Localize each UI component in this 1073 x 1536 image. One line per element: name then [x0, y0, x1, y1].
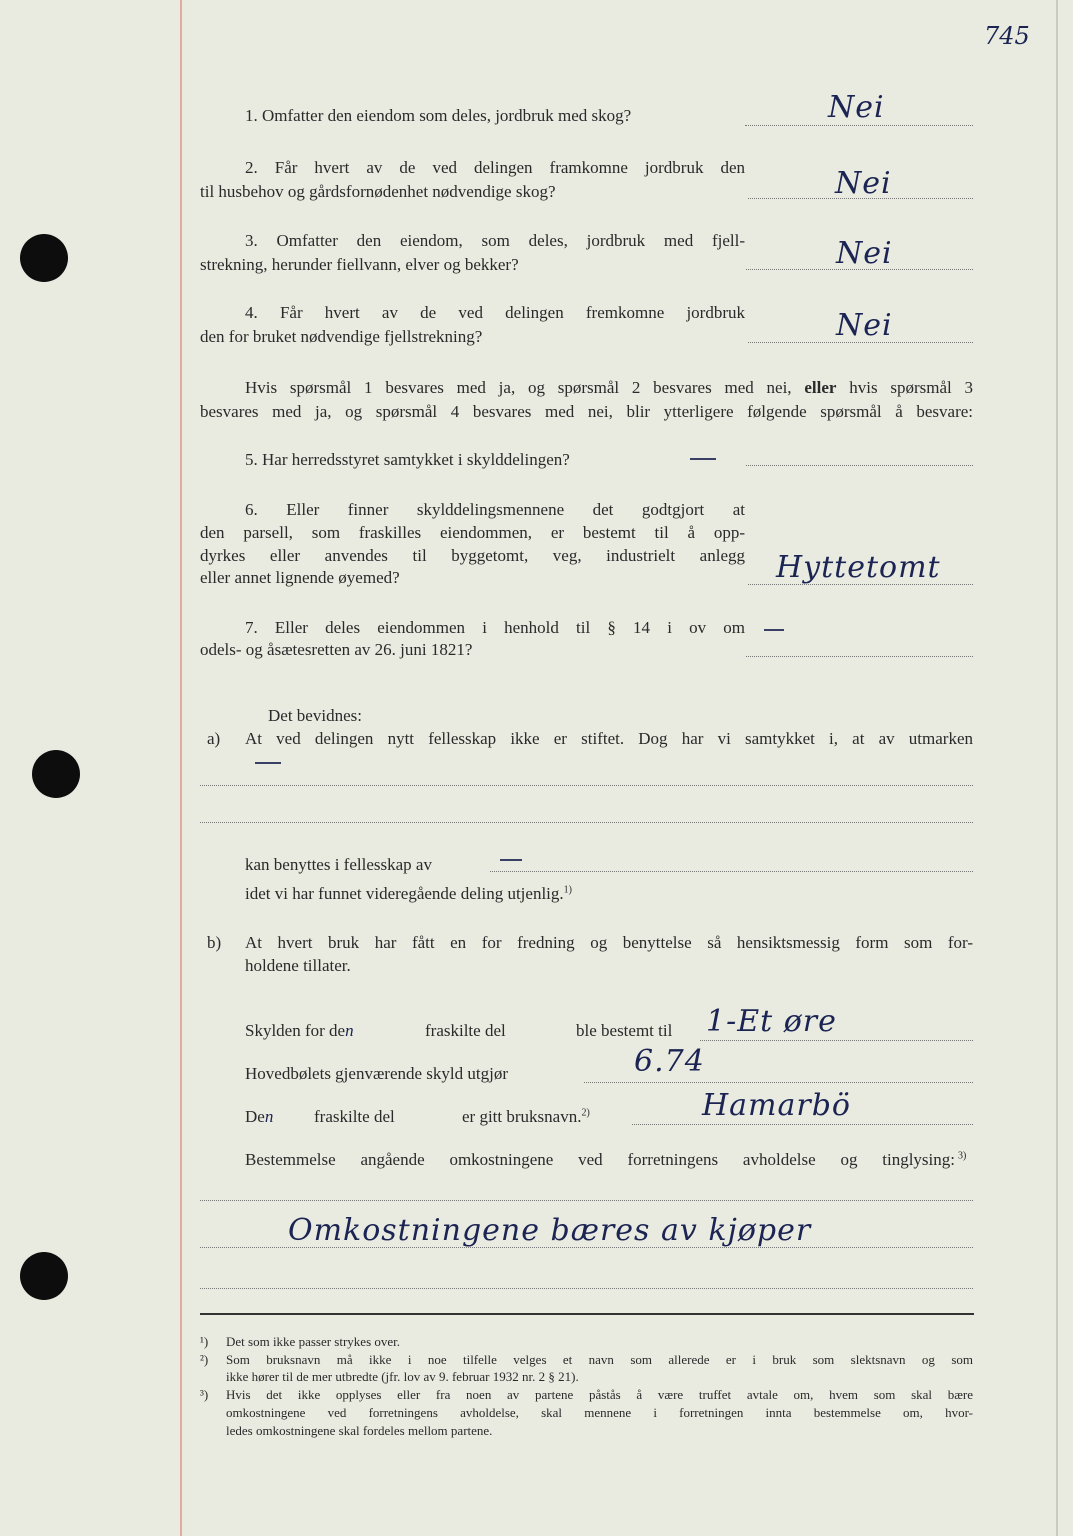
question-4-line-1: 4. Får hvert av de ved delingen fremkomne jordbruk [245, 303, 745, 322]
punch-hole-top [20, 234, 68, 282]
conditional-line-1-end: hvis spørsmål 3 [849, 378, 973, 397]
item-b-label: b) [207, 933, 222, 952]
bruksnavn-answer-line [632, 1124, 973, 1125]
den-handwritten-n: n [264, 1107, 274, 1126]
question-6-line-2: den parsell, som fraskilles eiendommen, er bestemt til å opp- [200, 523, 745, 542]
bruksnavn-label-text: er gitt bruksnavn. [462, 1107, 582, 1126]
question-6-answer: Hyttetomt [776, 550, 941, 585]
footnote-3-line-2: omkostningene ved forretningens avholdelse, skal mennene i forretningen innta bestemmelse om, hvor- [226, 1405, 973, 1420]
margin-line [180, 0, 182, 1536]
question-1-answer-line [745, 125, 973, 126]
question-2-answer: Nei [835, 166, 892, 201]
footnote-3-mark: ³) [200, 1387, 209, 1402]
hovedbol-label: Hovedbølets gjenværende skyld utgjør [245, 1064, 508, 1083]
shared-use-dash [500, 859, 522, 861]
footnote-3-line-1: Hvis det ikke opplyses eller fra noen av partene påstås å være truffet avtale om, hvem som skal bære [226, 1387, 973, 1402]
cost-line-1 [200, 1200, 973, 1201]
question-4-answer: Nei [836, 308, 893, 343]
question-4-line-2: den for bruket nødvendige fjellstrekning? [200, 327, 483, 346]
den-label-start: De [245, 1107, 265, 1126]
conditional-line-1 [245, 376, 973, 400]
skyld-label-start: Skylden for de [245, 1021, 346, 1040]
question-6-line-1: 6. Eller finner skylddelingsmennene det godtgjort at [245, 500, 745, 519]
question-5-answer-line [746, 465, 973, 466]
skyld-handwritten-n: n [345, 1021, 354, 1040]
question-3-line-1: 3. Omfatter den eiendom, som deles, jordbruk med fjell- [245, 231, 745, 250]
bestemmelse-footnote-ref [958, 1148, 966, 1172]
question-7-answer-line [746, 656, 973, 657]
item-b-line-1: At hvert bruk har fått en for fredning og benyttelse så hensiktsmessig form som for- [245, 933, 973, 952]
question-1-text: 1. Omfatter den eiendom som deles, jordbruk med skog? [245, 106, 632, 125]
footnote-ref-3: 3) [958, 1150, 967, 1162]
footnote-2-line-2: ikke hører til de mer utbredte (jfr. lov av 9. februar 1932 nr. 2 § 21). [226, 1369, 579, 1384]
skyld-fraskilte-del: fraskilte del [425, 1021, 506, 1040]
item-a-dash [255, 762, 281, 764]
item-a-text: At ved delingen nytt fellesskap ikke er stiftet. Dog har vi samtykket i, at av utmarken [245, 729, 973, 748]
footnote-1-mark: ¹) [200, 1334, 209, 1349]
skyld-bestemt-til: ble bestemt til [576, 1021, 673, 1040]
question-2-line-1: 2. Får hvert av de ved delingen framkomne jordbruk den [245, 158, 745, 177]
shared-use-text: kan benyttes i fellesskap av [245, 855, 432, 874]
conditional-line-2: besvares med ja, og spørsmål 4 besvares med nei, blir ytterligere følgende spørsmål å besvare: [200, 402, 973, 421]
question-3-line-2: strekning, herunder fiellvann, elver og bekker? [200, 255, 519, 274]
cost-answer: Omkostningene bæres av kjøper [288, 1213, 812, 1248]
question-5-text: 5. Har herredsstyret samtykket i skylddelingen? [245, 450, 570, 469]
footnote-2-line-1: Som bruksnavn må ikke i noe tilfelle velges et navn som allerede er i bruk som slektsnavn og som [226, 1352, 973, 1367]
bruksnavn-label [462, 1105, 590, 1129]
conditional-emphasis: eller [804, 378, 837, 397]
den-label [245, 1105, 273, 1129]
question-5-dash [690, 458, 716, 460]
attest-heading: Det bevidnes: [268, 706, 362, 725]
question-3-answer: Nei [836, 236, 893, 271]
bestemmelse-label: Bestemmelse angående omkostningene ved forretningens avholdelse og tinglysing: [245, 1150, 955, 1169]
den-fraskilte-del: fraskilte del [314, 1107, 395, 1126]
found-division-label: idet vi har funnet videregående deling utjenlig. [245, 884, 564, 903]
footnote-ref-1: 1) [563, 884, 572, 896]
punch-hole-middle [32, 750, 80, 798]
item-b-line-2: holdene tillater. [245, 956, 351, 975]
cost-line-3 [200, 1288, 973, 1289]
question-2-line-2: til husbehov og gårdsfornødenhet nødvendige skog? [200, 182, 556, 201]
skyld-answer: 1-Et øre [706, 1004, 837, 1039]
bruksnavn-answer: Hamarbö [702, 1088, 851, 1123]
conditional-line-1-start: Hvis spørsmål 1 besvares med ja, og spørsmål 2 besvares med nei, [245, 378, 792, 397]
item-a-label: a) [207, 729, 221, 748]
question-1-answer: Nei [828, 90, 885, 125]
footnote-ref-2: 2) [581, 1107, 590, 1119]
footnote-rule [200, 1313, 974, 1315]
question-6-line-4: eller annet lignende øyemed? [200, 568, 400, 587]
footnote-1-line-1: Det som ikke passer strykes over. [226, 1334, 401, 1349]
question-7-line-2: odels- og åsætesretten av 26. juni 1821? [200, 640, 473, 659]
page-number: 745 [984, 22, 1030, 50]
question-7-line-1: 7. Eller deles eiendommen i henhold til § 14 i ov om [245, 618, 745, 637]
question-6-line-3: dyrkes eller anvendes til byggetomt, veg, industrielt anlegg [200, 546, 745, 565]
skyld-answer-line [700, 1040, 973, 1041]
punch-hole-bottom [20, 1252, 68, 1300]
item-a-line-1 [200, 785, 973, 786]
footnote-2-mark: ²) [200, 1352, 209, 1367]
question-7-dash [764, 629, 784, 631]
shared-use-line [490, 871, 973, 872]
page-edge [1056, 0, 1058, 1536]
found-division-text [245, 882, 572, 906]
item-a-line-2 [200, 822, 973, 823]
footnote-3-line-3: ledes omkostningene skal fordeles mellom partene. [226, 1423, 493, 1438]
hovedbol-answer: 6.74 [634, 1044, 705, 1079]
skyld-label [245, 1019, 354, 1043]
hovedbol-answer-line [584, 1082, 973, 1083]
